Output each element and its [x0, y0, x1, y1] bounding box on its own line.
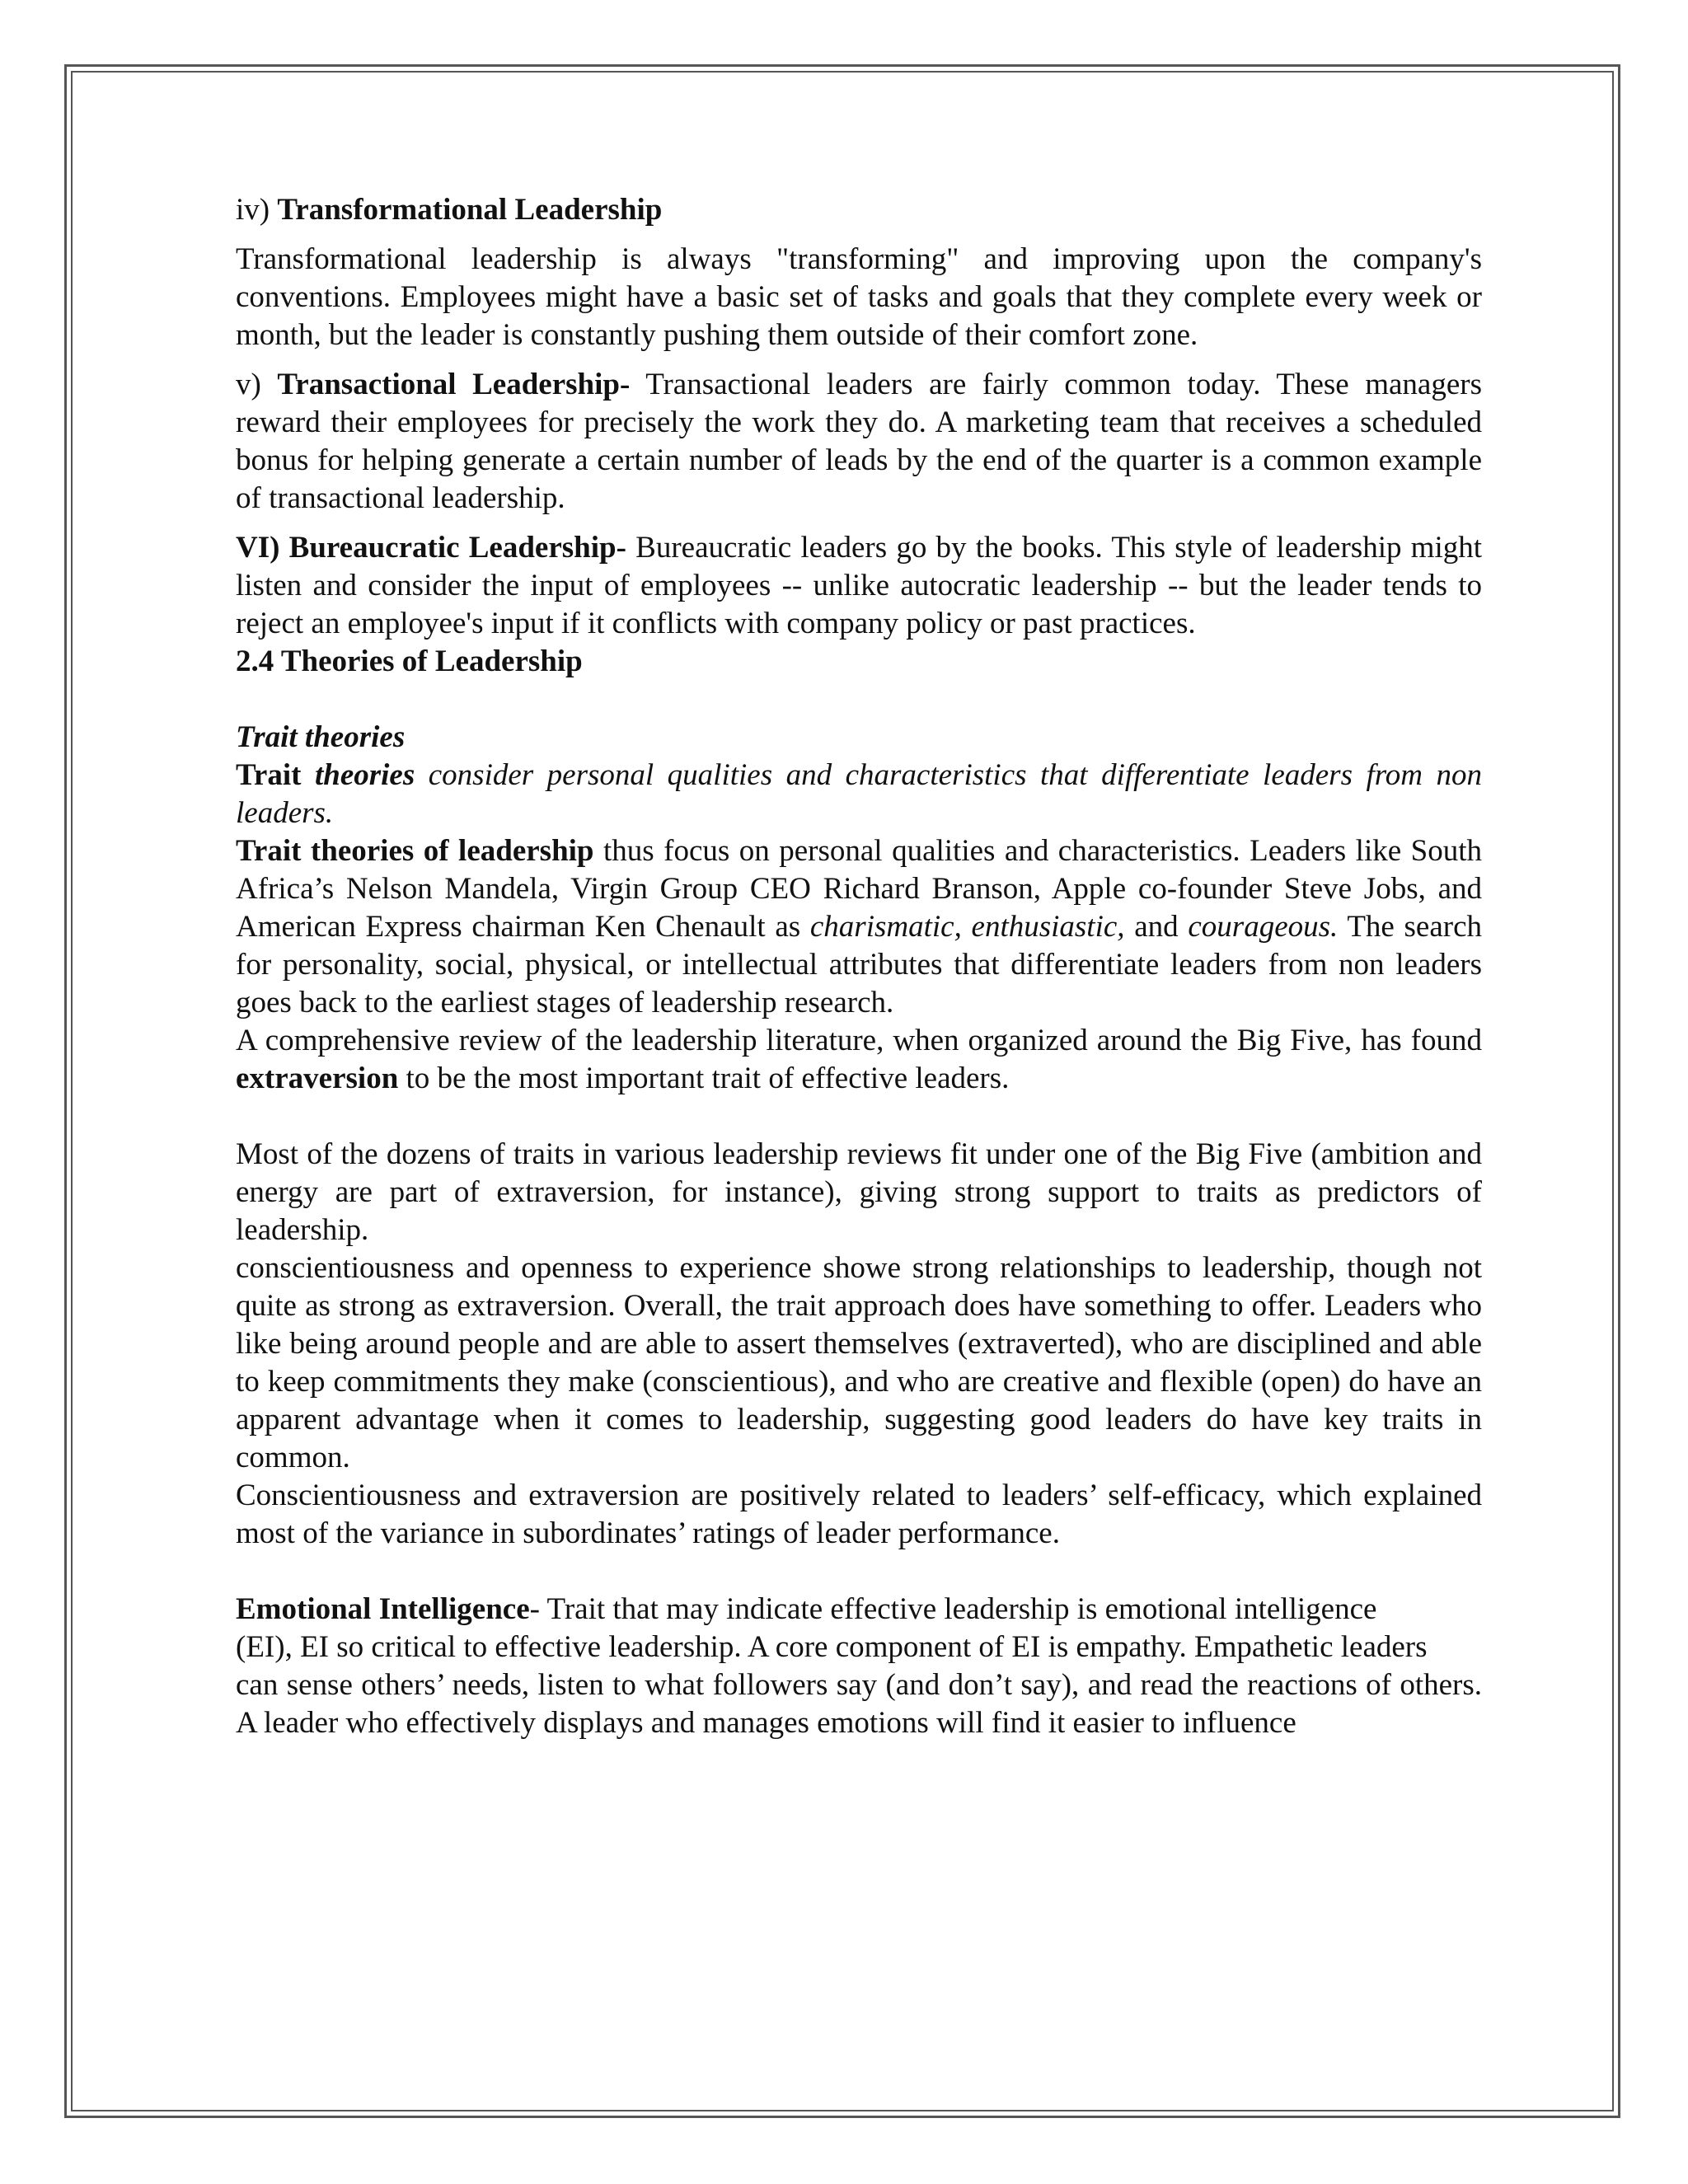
trait-p1-text-c: The search for personality, social, physical, or intellectual attributes that differentiate leaders from non leaders goes back to the earliest stages of leadership research.: [236, 910, 1483, 1019]
ei-line-1: - Trait that may indicate effective leadership is emotional intelligence: [529, 1592, 1377, 1626]
section-iv-number: iv): [236, 193, 270, 227]
trait-paragraph-5: Conscientiousness and extraversion are positively related to leaders’ self-efficacy, which explained most of the variance in subordinates’ ratings of leader performance.: [236, 1479, 1482, 1550]
trait-paragraph-2: [236, 1022, 1482, 1098]
trait-def-bold-italic: theories: [314, 758, 415, 792]
section-v-number: v): [236, 368, 261, 401]
trait-paragraph-3: Most of the dozens of traits in various leadership reviews fit under one of the Big Five (ambition and energy are part of extraversion, for instance), giving strong support to traits as predictors of leadership.: [236, 1137, 1482, 1247]
section-iv-title: Transformational Leadership: [277, 193, 663, 227]
section-vi-body: Bureaucratic leaders go by the books. This style of leadership might listen and consider the input of employees -- unlike autocratic leadership -- but the leader tends to reject an employee's input if it conflicts with company policy or past practices.: [236, 531, 1483, 640]
section-vi-paragraph: [236, 529, 1482, 643]
trait-theories-subheading: [236, 719, 1482, 757]
trait-p1-text-b: and: [1134, 910, 1179, 944]
section-vi-title: VI) Bureaucratic Leadership-: [236, 531, 626, 565]
trait-p1-text-a: thus focus on personal qualities and characteristics. Leaders like South Africa’s Nelson Mandela, Virgin Group CEO Richard Branson, Apple co-founder Steve Jobs, and American Express chairman Ken Chenault as: [236, 834, 1482, 944]
section-iv-heading: [236, 191, 1482, 229]
ei-paragraph-1: [236, 1591, 1482, 1629]
trait-p2-bold: extraversion: [236, 1062, 399, 1095]
section-v-title: Transactional Leadership-: [277, 368, 631, 401]
document-body: [236, 191, 1482, 1742]
trait-p1-italic-1: charismatic, enthusiastic,: [809, 910, 1125, 944]
ei-paragraph-3: can sense others’ needs, listen to what followers say (and don’t say), and read the reactions of others. A leader who effectively displays and manages emotions will find it easier to influence: [236, 1668, 1482, 1740]
trait-p2-text-a: A comprehensive review of the leadership literature, when organized around the Big Five, has found: [236, 1024, 1482, 1057]
trait-p1-italic-2: courageous.: [1188, 910, 1339, 944]
trait-theories-definition: [236, 757, 1482, 832]
trait-p1-bold: Trait theories of leadership: [236, 834, 594, 868]
section-2-4-heading: 2.4 Theories of Leadership: [236, 644, 583, 678]
ei-paragraph-2: (EI), EI so critical to effective leadership. A core component of EI is empathy. Empathetic leaders: [236, 1630, 1428, 1664]
trait-p2-text-b: to be the most important trait of effective leaders.: [406, 1062, 1010, 1095]
trait-def-italic: consider personal qualities and characteristics that differentiate leaders from non leaders.: [236, 758, 1482, 830]
trait-theories-subheading-text: Trait theories: [236, 720, 406, 754]
section-iv-body: Transformational leadership is always "transforming" and improving upon the company's conventions. Employees might have a basic set of tasks and goals that they complete every week or month, but the leader is constantly pushing them outside of their comfort zone.: [236, 242, 1482, 352]
section-v-body: Transactional leaders are fairly common today. These managers reward their employees for precisely the work they do. A marketing team that receives a scheduled bonus for helping generate a certain number of leads by the end of the quarter is a common example of transactional leadership.: [236, 368, 1482, 515]
ei-bold: Emotional Intelligence: [236, 1592, 530, 1626]
section-v-paragraph: [236, 366, 1482, 518]
trait-def-bold: Trait: [236, 758, 302, 792]
trait-paragraph-1: [236, 832, 1482, 1022]
trait-paragraph-4: conscientiousness and openness to experience showe strong relationships to leadership, though not quite as strong as extraversion. Overall, the trait approach does have something to offer. Leaders who like being around people and are able to assert themselves (extraverted), who are disciplined and able to keep commitments they make (conscientious), and who are creative and flexible (open) do have an apparent advantage when it comes to leadership, suggesting good leaders do have key traits in common.: [236, 1251, 1482, 1474]
